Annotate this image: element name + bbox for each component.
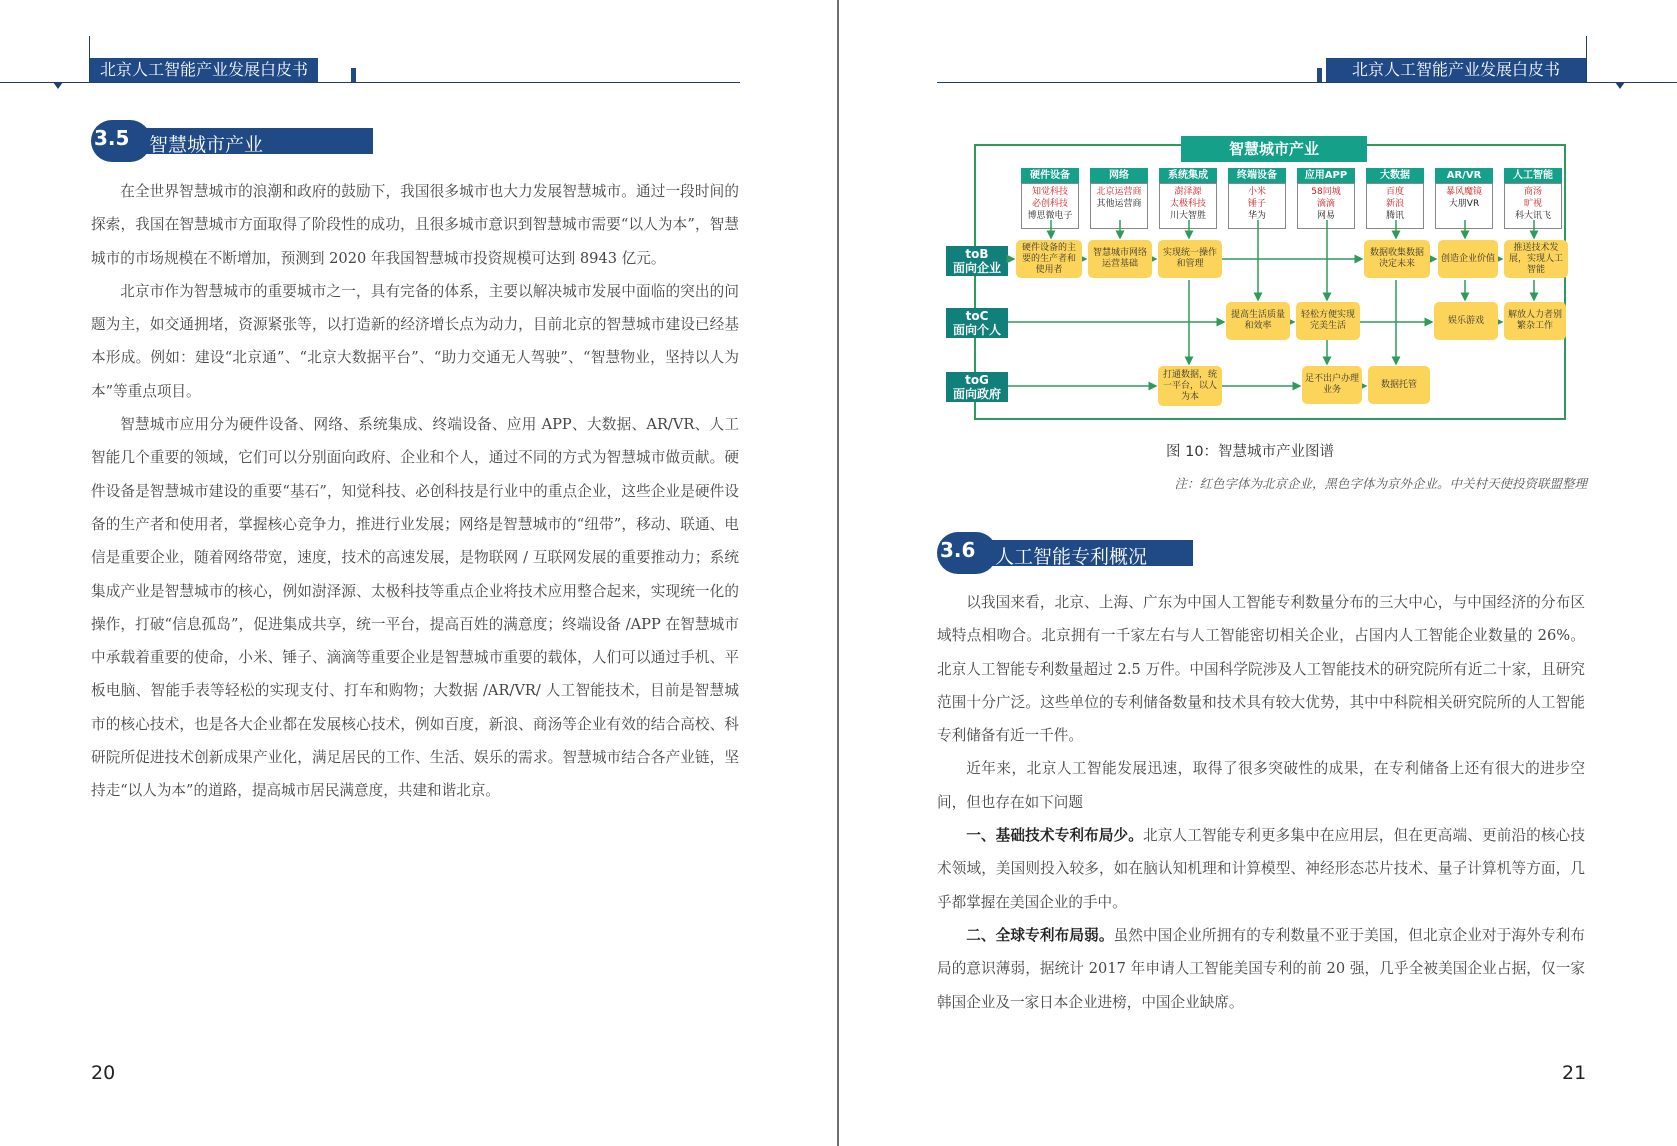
- flow-box: 足不出户办理业务: [1302, 366, 1362, 404]
- beijing-company: 暴风魔镜: [1445, 187, 1482, 197]
- target-label: 面向个人: [952, 323, 1001, 337]
- beijing-company: 新浪: [1385, 199, 1404, 209]
- other-company: 华为: [1247, 211, 1266, 221]
- paragraph-lead: 二、全球专利布局弱。: [966, 926, 1114, 944]
- flow-box: 数据托管: [1368, 366, 1430, 404]
- beijing-company: 滴滴: [1316, 199, 1335, 209]
- beijing-company: 澍泽源: [1174, 187, 1202, 197]
- other-company: 网易: [1316, 211, 1335, 221]
- header-title: 北京人工智能产业发展白皮书: [90, 58, 318, 82]
- paragraph-text: 北京人工智能专利更多集中在应用层，但在更高端、更前沿的核心技术领域，美国则投入较多，如在脑认知机理和计算模型、神经形态芯片技术、量子计算机等方面，几乎都掌握在美国企业的手中。: [937, 827, 1585, 911]
- other-company: 大朋VR: [1448, 199, 1480, 209]
- paragraph-lead: 一、基础技术专利布局少。: [966, 827, 1144, 845]
- flow-box: 硬件设备的主要的生产者和使用者: [1016, 240, 1082, 278]
- paragraph-text: 虽然中国企业所拥有的专利数量不亚于美国，但北京企业对于海外专利布局的意识薄弱，据统计 2017 年申请人工智能美国专利的前 20 强，几乎全被美国企业占据，仅一家韩国企业及一家日本企业进榜，中国企业缺席。: [937, 926, 1585, 1011]
- category-header: 硬件设备: [1021, 168, 1079, 183]
- category-header: 网络: [1090, 168, 1148, 183]
- paragraph-text: 以我国来看，北京、上海、广东为中国人工智能专利数量分布的三大中心，与中国经济的分布区域特点相吻合。北京拥有一千家左右与人工智能密切相关企业，占国内人工智能企业数量的 26%。北京人工智能专利数量超过 2.5 万件。中国科学院涉及人工智能技术的研究院所有近二十家，且研究范围十分广泛。这些单位的专利储备数量和技术具有较大优势，其中中科院相关研究院所的人工智能专利储备有近一千件。: [937, 594, 1585, 745]
- flow-box: 实现统一操作和管理: [1158, 240, 1222, 278]
- beijing-company: 商汤: [1523, 187, 1542, 197]
- target-label: toB: [965, 247, 989, 261]
- paragraph: 在全世界智慧城市的浪潮和政府的鼓励下，我国很多城市也大力发展智慧城市。通过一段时间的探索，我国在智慧城市方面取得了阶段性的成功，且很多城市意识到智慧城市需要“以人为本”，智慧城市的市场规模在不断增加，预测到 2020 年我国智慧城市投资规模可达到 8943 亿元。: [91, 183, 739, 267]
- flow-box: 轻松方便实现完美生活: [1296, 302, 1360, 340]
- paragraph: [937, 819, 1585, 919]
- target-label: toG: [965, 373, 989, 387]
- flow-box: 解放人力者别繁杂工作: [1504, 302, 1566, 340]
- beijing-company: 知觉科技: [1031, 187, 1068, 197]
- beijing-company: 58同城: [1311, 187, 1341, 197]
- beijing-company: 锤子: [1247, 199, 1266, 209]
- category-header: 终端设备: [1228, 168, 1286, 183]
- other-company: 科大讯飞: [1514, 211, 1551, 221]
- other-company: 川大智胜: [1169, 211, 1206, 221]
- flow-box: 推送技术发展，实现人工智能: [1504, 240, 1568, 278]
- beijing-company: 北京运营商: [1096, 187, 1142, 197]
- paragraph: [937, 752, 1585, 819]
- flow-box: 提高生活质量和效率: [1226, 302, 1290, 340]
- category-header: 系统集成: [1159, 168, 1217, 183]
- beijing-company: 百度: [1385, 187, 1404, 197]
- right-body-text: [937, 586, 1585, 1019]
- section-title: 人工智能专利概况: [995, 546, 1148, 568]
- figure-caption: 图 10：智慧城市产业图谱: [1166, 444, 1335, 460]
- beijing-company: 太极科技: [1169, 199, 1206, 209]
- figure-note: 注：红色字体为北京企业，黑色字体为京外企业。中关村天使投资联盟整理: [1174, 476, 1587, 491]
- other-company: 其他运营商: [1096, 199, 1142, 209]
- beijing-company: 旷视: [1523, 199, 1542, 209]
- paragraph: [937, 586, 1585, 752]
- flow-box: 娱乐游戏: [1434, 302, 1498, 340]
- section-number: 3.5: [94, 126, 130, 150]
- category-header: 应用APP: [1297, 168, 1355, 183]
- target-label: 面向政府: [952, 387, 1001, 401]
- other-company: 博思微电子: [1027, 211, 1073, 221]
- paragraph: 北京市作为智慧城市的重要城市之一，具有完备的体系，主要以解决城市发展中面临的突出的问题为主，如交通拥堵，资源紧张等，以打造新的经济增长点为动力，目前北京的智慧城市建设已经基本形成。例如：建设“北京通”、“北京大数据平台”、“助力交通无人驾驶”、“智慧物业，坚持以人为本”等重点项目。: [91, 282, 739, 400]
- section-number: 3.6: [940, 538, 976, 562]
- flow-box: 打通数据，统一平台，以人为本: [1158, 366, 1222, 406]
- paragraph: [937, 919, 1585, 1019]
- figure-title: 智慧城市产业: [1181, 136, 1367, 162]
- target-label: 面向企业: [952, 261, 1001, 275]
- flow-box: 数据收集数据决定未来: [1364, 240, 1430, 278]
- page-number: 20: [91, 1062, 116, 1084]
- category-header: AR/VR: [1435, 168, 1493, 183]
- category-header: 人工智能: [1504, 168, 1562, 183]
- paragraph: 智慧城市应用分为硬件设备、网络、系统集成、终端设备、应用 APP、大数据、AR/VR、人工智能几个重要的领域，它们可以分别面向政府、企业和个人，通过不同的方式为智慧城市做贡献。硬件设备是智慧城市建设的重要“基石”，知觉科技、必创科技是行业中的重点企业，这些企业是硬件设备的生产者和使用者，掌握核心竞争力，推进行业发展；网络是智慧城市的“纽带”，移动、联通、电信是重要企业，随着网络带宽，速度，技术的高速发展，是物联网 / 互联网发展的重要推动力；系统集成产业是智慧城市的核心，例如澍泽源、太极科技等重点企业将技术应用整合起来，实现统一化的操作，打破“信息孤岛”，促进集成共享，统一平台，提高百姓的满意度；终端设备 /APP 在智慧城市中承载着重要的使命，小米、锤子、滴滴等重要企业是智慧城市重要的载体，人们可以通过手机、平板电脑、智能手表等轻松的实现支付、打车和购物；大数据 /AR/VR/ 人工智能技术，目前是智慧城市的核心技术，也是各大企业都在发展核心技术，例如百度，新浪、商汤等企业有效的结合高校、科研院所促进技术创新成果产业化，满足居民的工作、生活、娱乐的需求。智慧城市结合各产业链，坚持走“以人为本”的道路，提高城市居民满意度，共建和谐北京。: [91, 416, 739, 800]
- page-number: 21: [1562, 1062, 1587, 1084]
- header-title: 北京人工智能产业发展白皮书: [1326, 58, 1586, 82]
- flow-box: 创造企业价值: [1438, 240, 1498, 278]
- flow-box: 智慧城市网络运营基础: [1088, 240, 1152, 278]
- beijing-company: 必创科技: [1031, 199, 1068, 209]
- beijing-company: 小米: [1247, 187, 1266, 197]
- category-header: 大数据: [1366, 168, 1424, 183]
- target-label: toC: [965, 309, 989, 323]
- paragraph-text: 近年来，北京人工智能发展迅速，取得了很多突破性的成果，在专利储备上还有很大的进步空间，但也存在如下问题: [937, 760, 1585, 811]
- other-company: 腾讯: [1385, 211, 1404, 221]
- section-title: 智慧城市产业: [149, 134, 264, 156]
